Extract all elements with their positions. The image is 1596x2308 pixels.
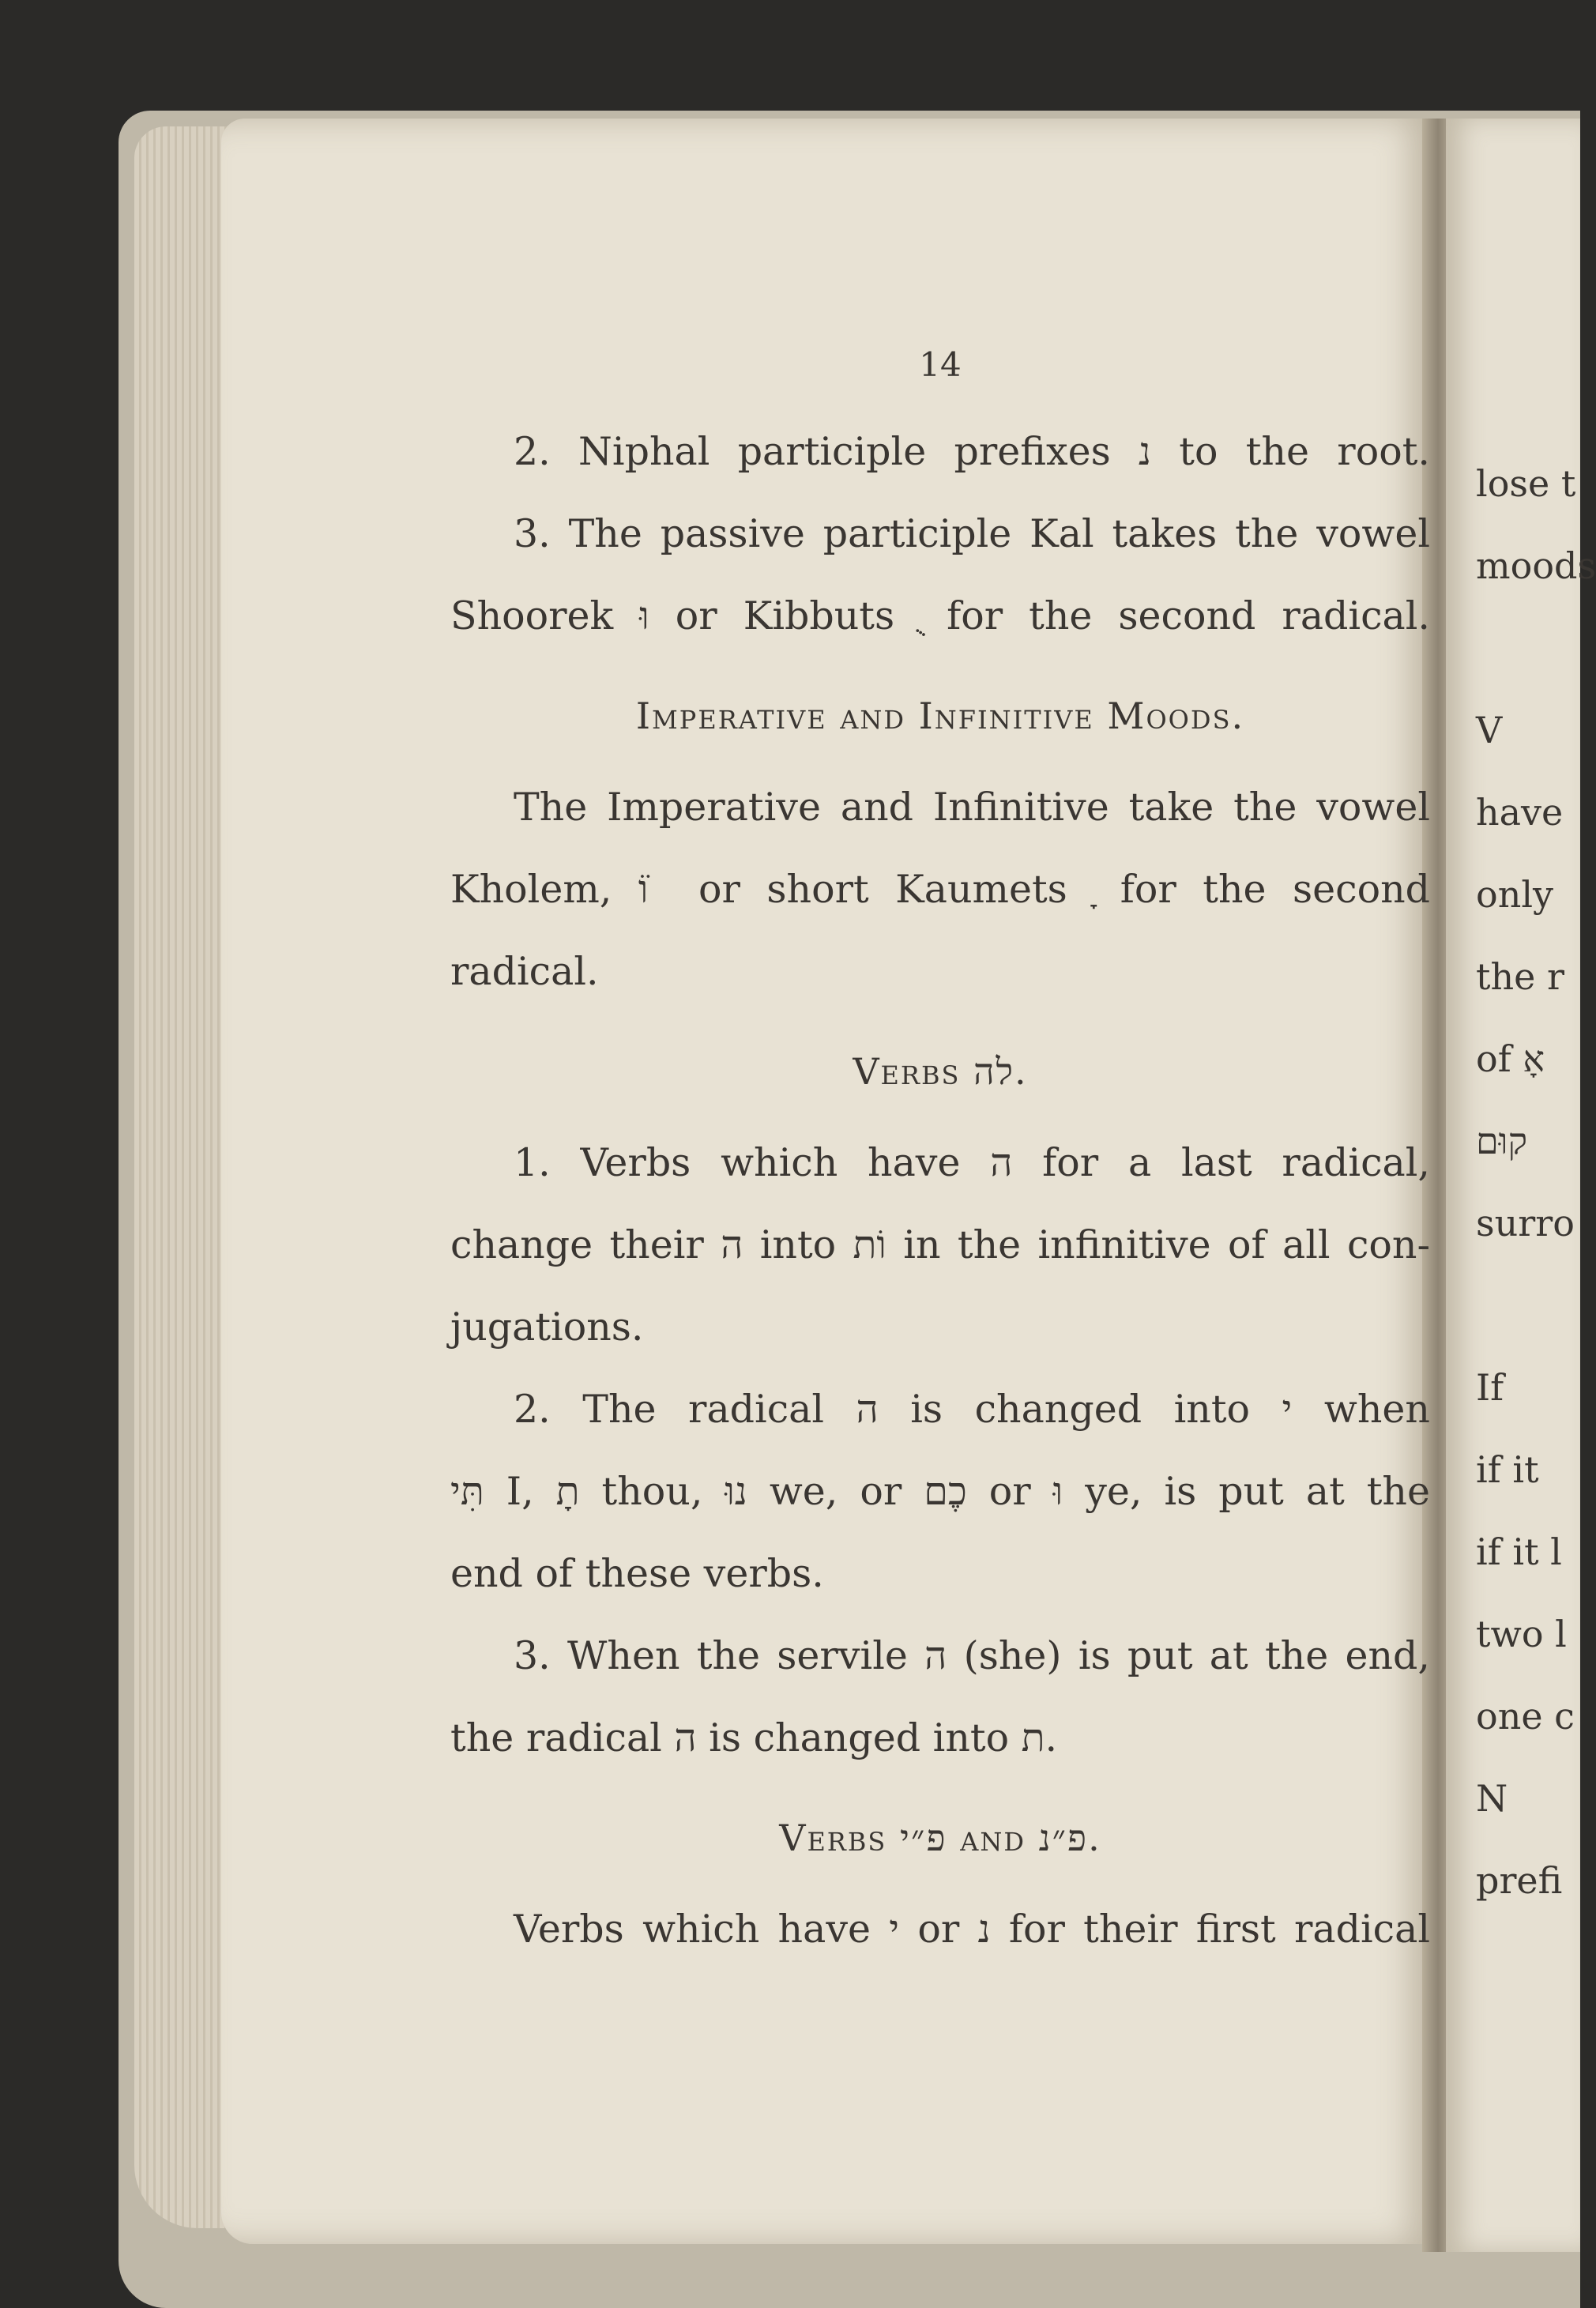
text-line: jugations.	[450, 1305, 644, 1350]
right-fragment: If	[1476, 1366, 1504, 1409]
right-fragment: have	[1476, 791, 1564, 834]
right-fragment: if it	[1476, 1448, 1539, 1491]
text-line: change their ה into וֹת in the infinitive of all con-	[450, 1222, 1430, 1267]
text-line: Kholem, וֹ ֹ or short Kaumets ָ for the second	[450, 867, 1430, 912]
right-fragment	[1476, 1264, 1580, 1346]
right-page-text	[1476, 442, 1596, 1922]
text-line: 1. Verbs which have ה for a last radical,	[514, 1140, 1430, 1185]
right-fragment: lose t	[1476, 462, 1576, 505]
right-fragment: two l	[1476, 1613, 1567, 1655]
page-number: 14	[919, 345, 962, 384]
right-fragment: V	[1476, 709, 1503, 751]
right-fragment: prefi	[1476, 1859, 1563, 1902]
text-line: the radical ה is changed into ת.	[450, 1715, 1058, 1760]
text-line: תִּי I, תָ thou, נוּ we, or כֶם or וּ ye, is put at the	[450, 1469, 1430, 1514]
text-line: 2. Niphal participle prefixes נ to the root.	[514, 429, 1430, 474]
right-fragment: surro	[1476, 1202, 1575, 1244]
right-fragment: one c	[1476, 1695, 1575, 1738]
text-line: 2. The radical ה is changed into י when	[514, 1387, 1430, 1432]
left-page-text	[450, 324, 1430, 1971]
right-fragment: the r	[1476, 955, 1564, 998]
right-fragment: קוּם	[1476, 1120, 1528, 1162]
text-line: radical.	[450, 949, 599, 994]
text-line: Shoorek וּ or Kibbuts ֻ for the second radical.	[450, 593, 1430, 638]
text-line: 3. The passive participle Kal takes the vowel	[514, 511, 1430, 556]
right-fragment: of אָ	[1476, 1037, 1545, 1080]
text-line: Verbs which have י or נ for their first radical	[514, 1907, 1431, 1952]
right-fragment: moods	[1476, 544, 1596, 587]
right-fragment: only	[1476, 873, 1554, 916]
text-line: 3. When the servile ה (she) is put at the end,	[514, 1633, 1430, 1678]
section-heading: Verbs פ״י and פ״נ.	[779, 1817, 1101, 1859]
section-heading: Imperative and Infinitive Moods.	[635, 695, 1245, 737]
text-line: end of these verbs.	[450, 1551, 824, 1596]
text-line: The Imperative and Infinitive take the vowel	[514, 785, 1430, 830]
section-heading: Verbs לה.	[853, 1050, 1028, 1093]
right-fragment: if it l	[1476, 1531, 1562, 1573]
right-fragment	[1476, 607, 1580, 689]
right-fragment: N	[1476, 1777, 1508, 1820]
